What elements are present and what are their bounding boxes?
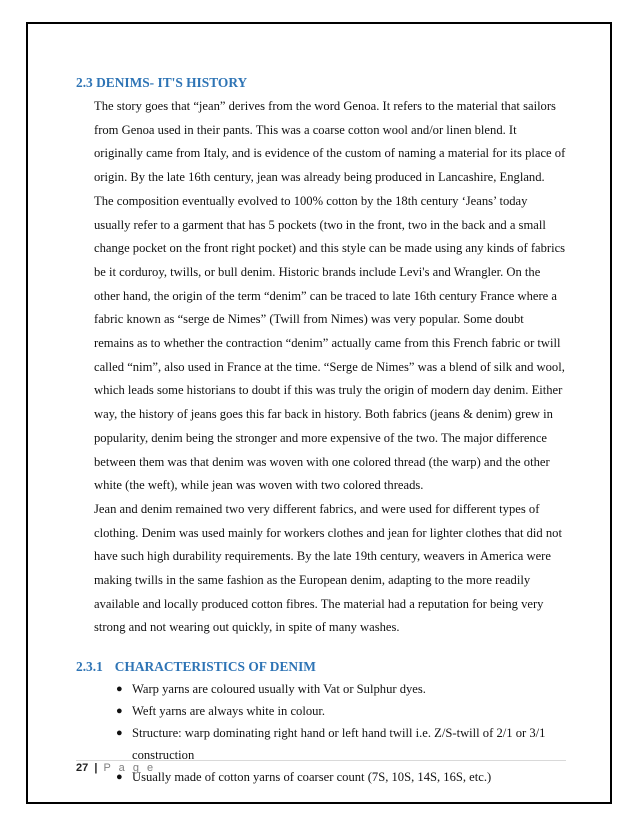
footer-separator: | [94,762,98,774]
page-label: P a g e [103,762,156,774]
list-item-text: Warp yarns are coloured usually with Vat or Sulphur dyes. [132,682,426,697]
paragraph-line: white (the weft), while jean was woven with two colored threads. [94,478,424,493]
page-footer [76,762,156,774]
list-item-text: Structure: warp dominating right hand or left hand twill i.e. Z/S-twill of 2/1 or 3/1 [132,726,546,741]
paragraph-line: way, the history of jeans goes this far back in history. Both fabrics (jeans & denim) grew in [94,407,553,422]
paragraph-line: available and locally produced cotton fibres. The material had a reputation for being very [94,596,544,611]
list-item-text: Weft yarns are always white in colour. [132,704,326,719]
paragraph-line: have such high durability requirements. By the late 19th century, weavers in America were [94,549,551,564]
bullet-icon: ● [116,705,123,718]
subsection-heading [76,658,572,675]
list-item [116,678,572,700]
paragraph-line: usually refer to a garment that has 5 pockets (two in the front, two in the back and a small [94,217,546,232]
paragraph-line: The story goes that “jean” derives from the word Genoa. It refers to the material that sailors [94,99,556,113]
subsection-title: CHARACTERISTICS OF DENIM [114,659,316,675]
list-item [116,700,572,722]
list-item [116,766,572,788]
paragraph-line: between them was that denim was woven with one colored thread (the warp) and the other [94,454,550,469]
characteristics-list [116,678,572,788]
section-heading [76,74,572,91]
list-item-text: Usually made of cotton yarns of coarser count (7S, 10S, 14S, 16S, etc.) [132,770,492,785]
paragraph-line: making twills in the same fashion as the European denim, adapting to the more readily [94,573,531,588]
paragraph-line: remains as to whether the contraction “denim” actually came from this French fabric or twill [94,336,561,351]
paragraph-line: from Genoa used in their pants. This was a coarse cotton wool and/or linen blend. It [94,122,517,137]
paragraph-line: other hand, the origin of the term “denim” can be traced to late 16th century France where a [94,288,557,303]
paragraph-line: fabric known as “serge de Nimes” (Twill from Nimes) was very popular. Some doubt [94,312,524,327]
section-title: DENIMS- IT'S HISTORY [96,75,248,90]
page-number: 27 [76,762,89,774]
list-item-continuation: construction [132,748,195,763]
section-body [94,95,572,640]
paragraph-line: Jean and denim remained two very different fabrics, and were used for different types of [94,501,540,516]
paragraph-line: The composition eventually evolved to 100% cotton by the 18th century ‘Jeans’ today [94,193,528,208]
paragraph-line: originally came from Italy, and is evidence of the custom of naming a material for its place of [94,146,566,161]
paragraph-line: change pocket on the front right pocket) and this style can be made using any kinds of fabrics [94,241,566,256]
section-number: 2.3 [76,75,93,90]
subsection-number: 2.3.1 [76,659,103,675]
bullet-icon: ● [116,683,123,696]
paragraph-line: origin. By the late 16th century, jean was already being produced in Lancashire, England. [94,170,545,185]
paragraph-line: popularity, denim being the stronger and more expensive of the two. The major difference [94,430,547,445]
paragraph-line: clothing. Denim was used mainly for workers clothes and jean for lighter clothes that did not [94,525,562,540]
paragraph-line: called “nim”, also used in France at the time. “Serge de Nimes” was a blend of silk and wool, [94,359,565,374]
page-content [76,74,572,788]
paragraph-line: which leads some historians to doubt if this was truly the origin of modern day denim. Either [94,383,563,398]
bullet-icon: ● [116,771,123,784]
bullet-icon: ● [116,727,123,740]
paragraph-line: be it corduroy, twills, or bull denim. Historic brands include Levi's and Wrangler. On the [94,264,541,279]
paragraph-line: strong and not wearing out quickly, in spite of many washes. [94,620,400,635]
footer-divider [76,760,566,761]
